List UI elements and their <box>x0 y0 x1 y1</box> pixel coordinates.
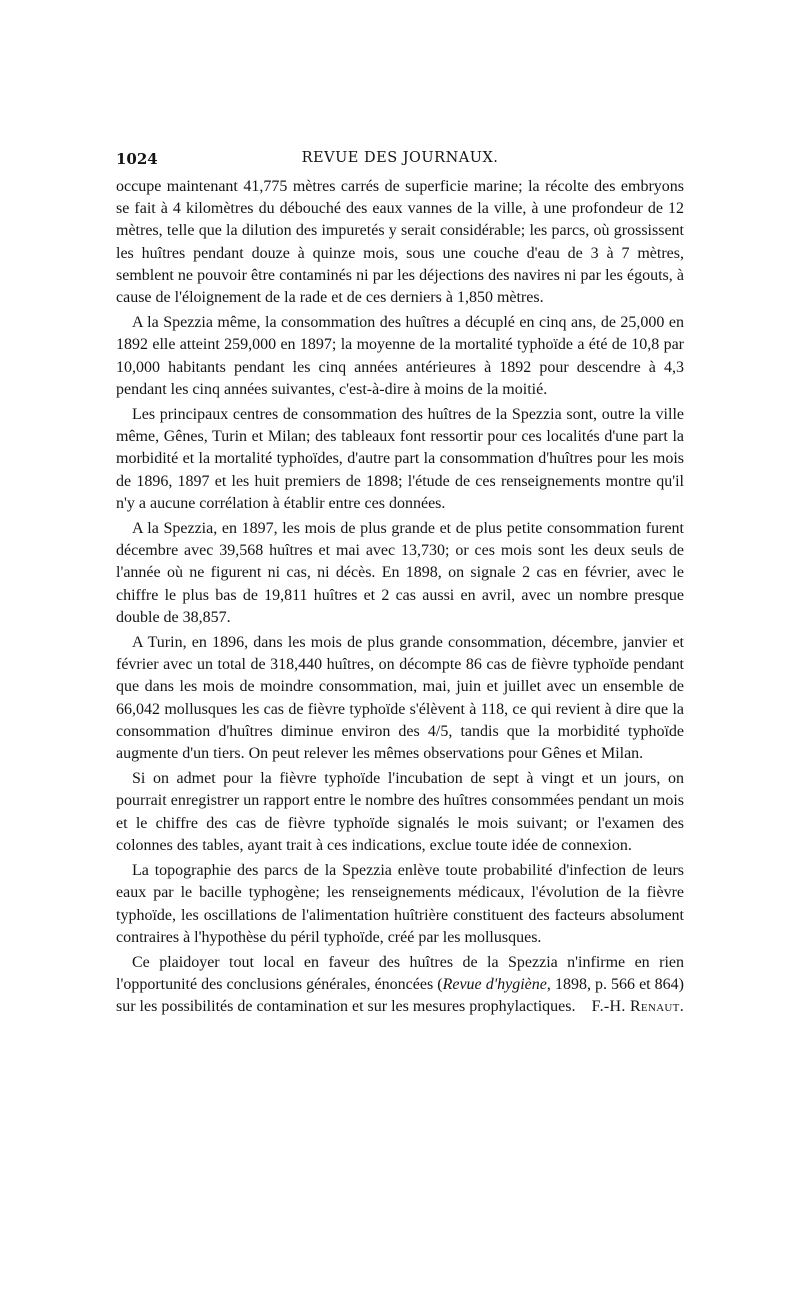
article-body <box>116 176 684 1019</box>
paragraph-4: A la Spezzia, en 1897, les mois de plus grande et de plus petite consommation furent décembre avec 39,568 huîtres et mai avec 13,730; or ces mois sont les deux seuls de l'année où ne figurent ni cas, ni décès. En 1898, on signale 2 cas en février, avec le chiffre le plus bas de 19,811 huîtres et 2 cas aussi en avril, avec un nombre presque double de 38,857. <box>116 520 684 626</box>
paragraph-6: Si on admet pour la fièvre typhoïde l'incubation de sept à vingt et un jours, on pourrait enregistrer un rapport entre le nombre des huîtres consommées pendant un mois et le chiffre des cas de fièvre typhoïde signalés le mois suivant; or l'examen des colonnes des tables, ayant trait à ces indications, exclue toute idée de connexion. <box>116 770 684 854</box>
running-title: REVUE DES JOURNAUX. <box>301 150 499 166</box>
paragraph-3: Les principaux centres de consommation des huîtres de la Spezzia sont, outre la ville même, Gênes, Turin et Milan; des tableaux font ressortir pour ces localités d'une part la morbidité et la mortalité typhoïdes, d'autre part la consommation d'huîtres pour les mois de 1896, 1897 et les huit premiers de 1898; l'étude de ces renseignements montre qu'il n'y a aucune corrélation à établir entre ces données. <box>116 406 684 512</box>
paragraph-8-start: Ce plaidoyer tout local en faveur des huîtres de la Spezzia n'infirme en rien l'opportunité des conclusions générales, énoncées ( <box>116 953 684 994</box>
paragraph-1: occupe maintenant 41,775 mètres carrés de superficie marine; la récolte des embryons se fait à 4 kilomètres du débouché des eaux vannes de la ville, à une profondeur de 12 mètres, telle que la dilution des impuretés y serait considérable; les parcs, où grossissent les huîtres pendant douze à quinze mois, sous une couche d'eau de 3 à 7 mètres, semblent ne pouvoir être contaminés ni par les déjections des navires ni par les égouts, à cause de l'éloignement de la rade et de ces derniers à 1,850 mètres. <box>116 178 684 307</box>
paragraph-7: La topographie des parcs de la Spezzia enlève toute probabilité d'infection de leurs eaux par le bacille typhogène; les renseignements médicaux, l'évolution de la fièvre typhoïde, les oscillations de l'alimentation huîtrière constituent des facteurs absolument contraires à l'hypothèse du péril typhoïde, créé par les mollusques. <box>116 862 684 946</box>
paragraph-5: A Turin, en 1896, dans les mois de plus grande consommation, décembre, janvier et février avec un total de 318,440 huîtres, on décompte 86 cas de fièvre typhoïde pendant que dans les mois de moindre consommation, mai, juin et juillet avec un ensemble de 66,042 mollusques les cas de fièvre typhoïde s'élèvent à 118, ce qui revient à dire que la consommation d'huîtres diminue environ des 4/5, tandis que la morbidité typhoïde augmente d'un tiers. On peut relever les mêmes observations pour Gênes et Milan. <box>116 634 684 763</box>
page <box>116 150 684 1022</box>
paragraph-8-end: , 1898, p. 566 et 864) sur les possibilités de contamination et sur les mesures prophylactiques. <box>116 976 685 1016</box>
page-number: 1024 <box>116 150 158 168</box>
author-signature: F.-H. Renaut. <box>591 998 684 1016</box>
journal-citation: Revue d'hygiène <box>442 976 547 994</box>
paragraph-2: A la Spezzia même, la consommation des huîtres a décuplé en cinq ans, de 25,000 en 1892 elle atteint 259,000 en 1897; la moyenne de la mortalité typhoïde a été de 10,8 par 10,000 habitants pendant les cinq années antérieures à 1892 pour descendre à 4,3 pendant les cinq années suivantes, c'est-à-dire à moins de la moitié. <box>116 314 684 398</box>
paragraph-8 <box>116 952 684 1019</box>
page-header <box>116 150 684 176</box>
